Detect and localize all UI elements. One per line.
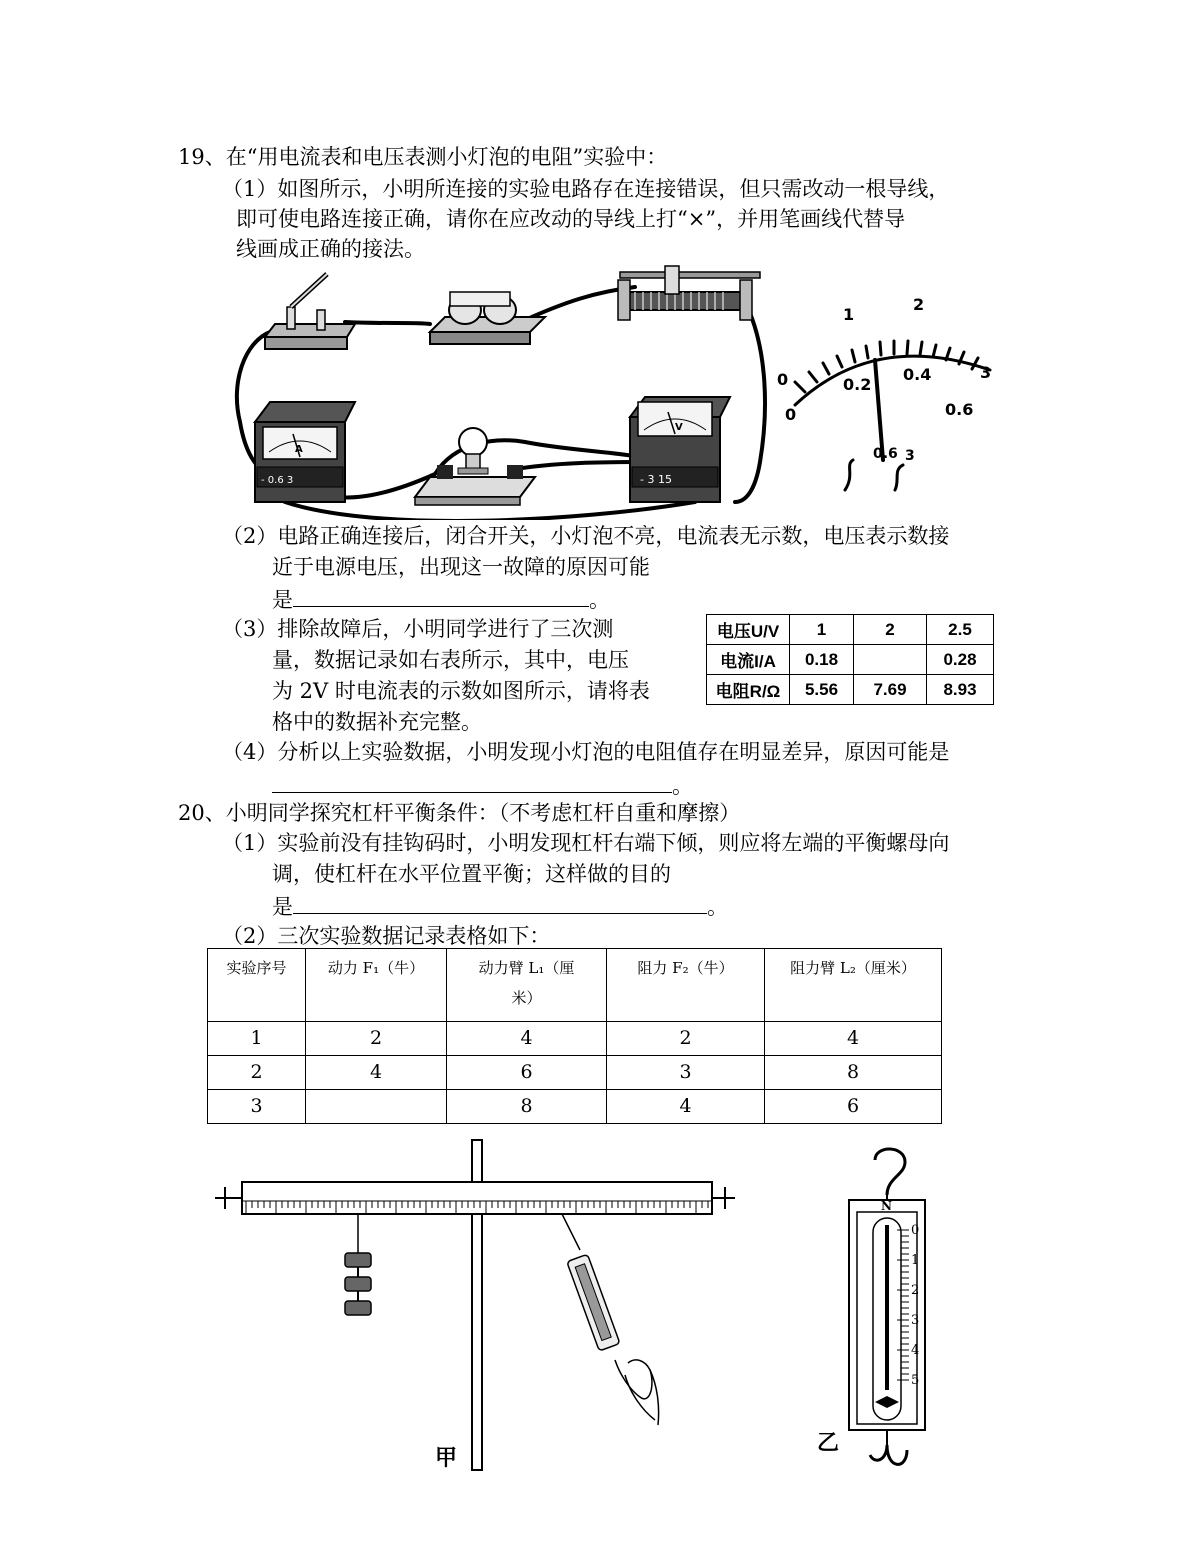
q19-p3-line1: （3）排除故障后，小明同学进行了三次测 — [222, 617, 614, 641]
table-cell: 8 — [447, 1090, 607, 1124]
table-cell: 4 — [607, 1090, 765, 1124]
scale-unit: N — [881, 1199, 892, 1213]
table-cell: 2 — [607, 1022, 765, 1056]
table-row — [208, 1090, 942, 1124]
table-cell: 2 — [306, 1022, 447, 1056]
dial-bottom-06: 0.6 — [945, 400, 974, 419]
scale-tick-0: 0 — [911, 1223, 920, 1238]
dial-top-1: 1 — [843, 305, 855, 324]
voltmeter-symbol: V — [675, 422, 683, 433]
dial-needle — [875, 360, 883, 460]
fig-yi-label: 乙 — [817, 1431, 840, 1456]
table-cell: 2 — [854, 615, 927, 645]
q19-p4-end: 。 — [672, 774, 693, 798]
q20-title: 20、小明同学探究杠杆平衡条件：（不考虑杠杆自重和摩擦） — [178, 801, 741, 825]
q20-p1-line3 — [272, 891, 728, 921]
table-cell: 1 — [208, 1022, 306, 1056]
q19-p3-line2: 量，数据记录如右表所示，其中，电压 — [272, 648, 629, 672]
table-cell: 2.5 — [927, 615, 994, 645]
table-cell: 2 — [208, 1056, 306, 1090]
table-cell: 4 — [447, 1022, 607, 1056]
dial-top-3: 3 — [980, 363, 992, 382]
q19-p2-answer-blank[interactable] — [293, 584, 589, 607]
dial-terminal-3: 3 — [905, 448, 915, 464]
header-cell — [447, 949, 607, 1022]
q19-p3-line3: 为 2V 时电流表的示数如图所示，请将表 — [272, 679, 650, 703]
lever-figure — [210, 1135, 740, 1475]
q20-p1-line1: （1）实验前没有挂钩码时，小明发现杠杆右端下倾，则应将左端的平衡螺母向 — [222, 831, 950, 855]
ammeter-symbol: A — [295, 444, 303, 455]
header-cell: 动力 F₁（牛） — [306, 949, 447, 1022]
table-cell: 电压U/V — [707, 615, 790, 645]
wire-rheostat-voltmeter — [735, 302, 765, 502]
q20-p1-end: 。 — [707, 895, 728, 919]
q19-p4-line1: （4）分析以上实验数据，小明发现小灯泡的电阻值存在明显差异，原因可能是 — [222, 740, 950, 764]
scale-tick-2: 2 — [911, 1283, 920, 1298]
header-l1-part1: 动力臂 L₁（厘 — [478, 959, 575, 977]
battery — [430, 292, 545, 344]
q20-p1-line2: 调，使杠杆在水平位置平衡；这样做的目的 — [272, 862, 671, 886]
table-cell: 电流I/A — [707, 645, 790, 675]
dial-bottom-0: 0 — [785, 405, 797, 424]
table-cell: 6 — [765, 1090, 942, 1124]
hook-weights — [345, 1253, 371, 1315]
f1-answer-cell[interactable] — [306, 1090, 447, 1124]
q19-title: 19、在“用电流表和电压表测小灯泡的电阻”实验中： — [178, 145, 668, 169]
scale-tick-1: 1 — [911, 1253, 920, 1268]
dial-terminal-06: 0.6 — [873, 446, 898, 462]
table-row — [707, 645, 994, 675]
q19-p2-line1: （2）电路正确连接后，闭合开关，小灯泡不亮，电流表无示数，电压表示数接 — [222, 524, 950, 548]
q20-p1-shi: 是 — [272, 895, 293, 919]
q19-p1-line1: （1）如图所示，小明所连接的实验电路存在连接错误，但只需改动一根导线， — [222, 177, 950, 201]
table-cell: 6 — [447, 1056, 607, 1090]
ammeter-terminals: - 0.6 3 — [261, 475, 294, 486]
fig-jia-label: 甲 — [435, 1446, 458, 1471]
q19-p2-line3 — [272, 584, 610, 614]
header-l1-part2: 米） — [511, 989, 542, 1007]
circuit-diagram — [225, 262, 785, 520]
current-answer-cell[interactable] — [854, 645, 927, 675]
rheostat — [618, 266, 760, 320]
spring-scale-figure — [815, 1140, 955, 1485]
table-cell: 5.56 — [790, 675, 854, 705]
dial-bottom-02: 0.2 — [843, 375, 872, 394]
voltmeter-terminals: - 3 15 — [640, 473, 672, 486]
scale-tick-5: 5 — [911, 1373, 920, 1388]
q20-p2: （2）三次实验数据记录表格如下： — [222, 924, 551, 948]
table-header-row — [208, 949, 942, 1022]
header-cell: 阻力臂 L₂（厘米） — [765, 949, 942, 1022]
dial-top-zero: 0 — [777, 370, 789, 389]
dial-bottom-04: 0.4 — [903, 365, 932, 384]
ammeter — [255, 402, 355, 502]
q19-p4-answer-blank[interactable] — [272, 770, 672, 793]
switch — [265, 274, 355, 349]
table-cell: 7.69 — [854, 675, 927, 705]
table-row — [208, 1056, 942, 1090]
table-cell: 8 — [765, 1056, 942, 1090]
table-row — [208, 1022, 942, 1056]
table-cell: 电阻R/Ω — [707, 675, 790, 705]
q19-p2-line2: 近于电源电压，出现这一故障的原因可能 — [272, 555, 650, 579]
wire-switch-battery — [345, 322, 430, 324]
q19-p4-line2 — [272, 770, 693, 800]
table-cell: 4 — [765, 1022, 942, 1056]
spring-scale-small — [567, 1254, 620, 1351]
hand — [615, 1360, 652, 1399]
q20-lever-table — [207, 948, 942, 1124]
table-row — [707, 615, 994, 645]
lever-bar — [242, 1182, 712, 1214]
q19-p1-line3: 线画成正确的接法。 — [236, 237, 425, 261]
table-cell: 0.18 — [790, 645, 854, 675]
q19-data-table — [706, 614, 994, 705]
q19-p3-line4: 格中的数据补充完整。 — [272, 710, 482, 734]
table-cell: 1 — [790, 615, 854, 645]
q19-p2-end: 。 — [589, 588, 610, 612]
voltmeter — [630, 397, 730, 502]
table-cell: 3 — [208, 1090, 306, 1124]
ammeter-dial — [765, 290, 1005, 500]
scale-tick-4: 4 — [911, 1343, 920, 1358]
header-cell: 实验序号 — [208, 949, 306, 1022]
q19-p1-line2: 即可使电路连接正确，请你在应改动的导线上打“×”，并用笔画线代替导 — [236, 207, 906, 231]
q19-p2-shi: 是 — [272, 588, 293, 612]
table-row — [707, 675, 994, 705]
table-cell: 3 — [607, 1056, 765, 1090]
table-cell: 8.93 — [927, 675, 994, 705]
table-cell: 0.28 — [927, 645, 994, 675]
scale-tick-3: 3 — [911, 1313, 920, 1328]
table-cell: 4 — [306, 1056, 447, 1090]
header-cell: 阻力 F₂（牛） — [607, 949, 765, 1022]
dial-top-2: 2 — [913, 295, 925, 314]
q20-p1-answer-blank[interactable] — [293, 891, 707, 914]
